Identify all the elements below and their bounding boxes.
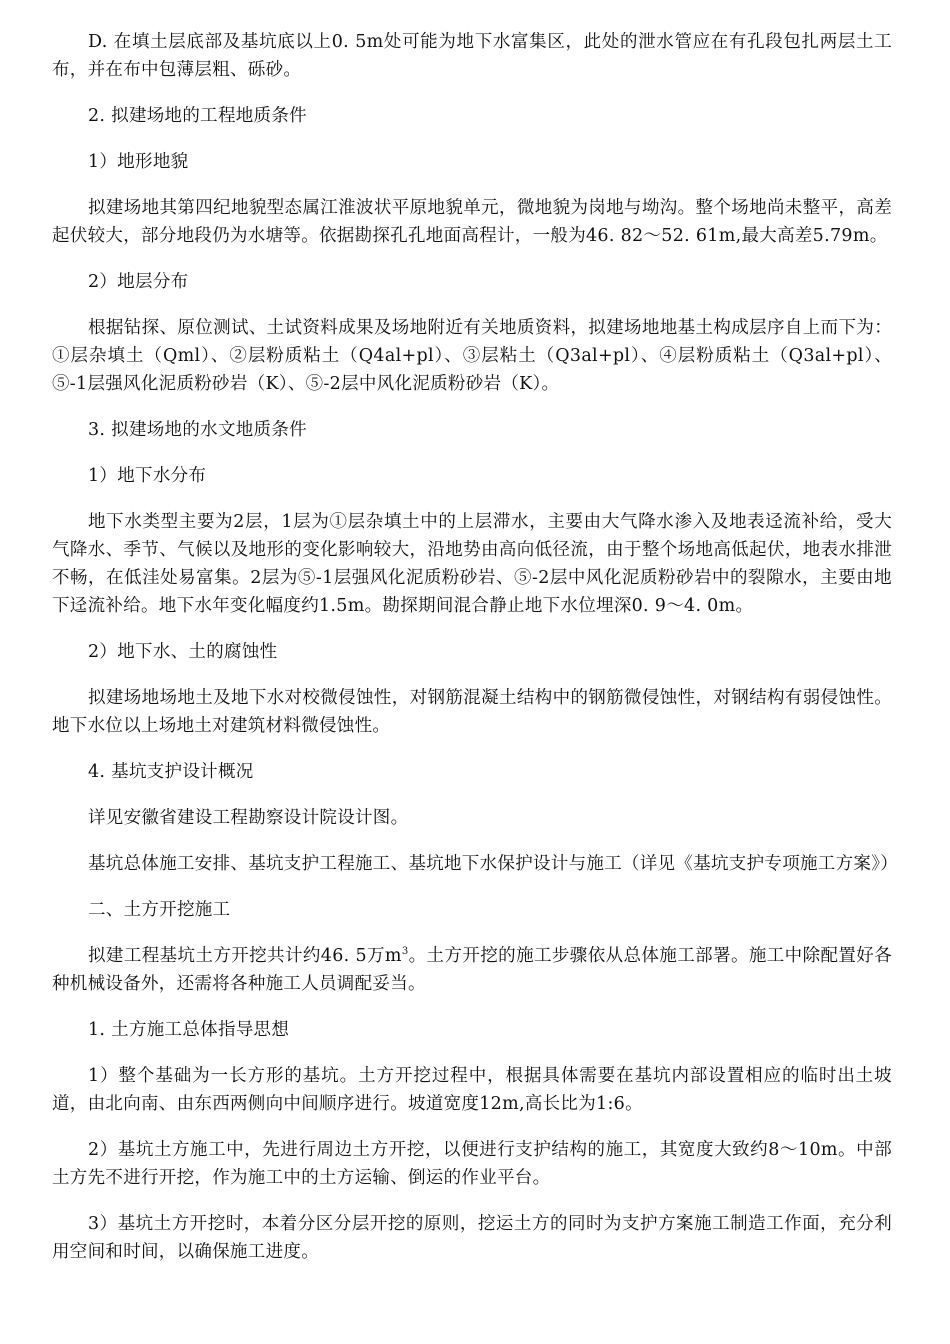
- heading-hydrogeology: 3. 拟建场地的水文地质条件: [88, 420, 307, 440]
- heading-guiding-ideas: 1. 土方施工总体指导思想: [88, 1020, 290, 1040]
- subheading-landform: 1）地形地貌: [88, 152, 189, 172]
- subheading-strata: 2）地层分布: [88, 272, 189, 292]
- heading-earthwork: 二、土方开挖施工: [88, 900, 231, 920]
- heading-engineering-geology: 2. 拟建场地的工程地质条件: [88, 106, 307, 126]
- paragraph-guide-2: 2）基坑土方施工中，先进行周边土方开挖，以便进行支护结构的施工，其宽度大致约8～10m。中部土方先不进行开挖，作为施工中的土方运输、倒运的作业平台。: [52, 1140, 892, 1188]
- paragraph-groundwater: 地下水类型主要为2层，1层为①层杂填土中的上层滞水，主要由大气降水渗入及地表迳流补给，受大气降水、季节、气候以及地形的变化影响较大，沿地势由高向低径流，由于整个场地高低起伏，地表水排泄不畅，在低洼处易富集。2层为⑤-1层强风化泥质粉砂岩、⑤-2层中风化泥质粉砂岩中的裂隙水，主要由地下迳流补给。地下水年变化幅度约1.5m。勘探期间混合静止地下水位埋深0. 9～4. 0m。: [52, 512, 892, 616]
- paragraph-filter-note: D. 在填土层底部及基坑底以上0. 5m处可能为地下水富集区，此处的泄水管应在有孔段包扎两层土工布，并在布中包薄层粗、砾砂。: [52, 32, 892, 80]
- paragraph-guide-1: 1）整个基础为一长方形的基坑。土方开挖过程中，根据具体需要在基坑内部设置相应的临时出土坡道，由北向南、由东西两侧向中间顺序进行。坡道宽度12m,高长比为1:6。: [52, 1066, 892, 1114]
- paragraph-landform: 拟建场地其第四纪地貌型态属江淮波状平原地貌单元，微地貌为岗地与坳沟。整个场地尚未整平，高差起伏较大，部分地段仍为水塘等。依据勘探孔孔地面高程计，一般为46. 82～52. 61m,最大高差5.79m。: [52, 198, 892, 246]
- heading-support-design: 4. 基坑支护设计概况: [88, 762, 254, 782]
- paragraph-corrosion: 拟建场地场地土及地下水对校微侵蚀性，对钢筋混凝土结构中的钢筋微侵蚀性，对钢结构有弱侵蚀性。地下水位以上场地土对建筑材料微侵蚀性。: [52, 688, 892, 736]
- earthwork-volume-text-cont: 。土方开挖的施工步骤依从总体施工部署。施工中除配置好各种机械设备外，还需将各种施工人员调配妥当。: [52, 946, 892, 994]
- cubic-superscript: 3: [401, 946, 409, 958]
- paragraph-design-reference: 详见安徽省建设工程勘察设计院设计图。: [88, 808, 409, 828]
- paragraph-guide-3: 3）基坑土方开挖时，本着分区分层开挖的原则，挖运土方的同时为支护方案施工制造工作面，充分利用空间和时间，以确保施工进度。: [52, 1214, 892, 1262]
- subheading-groundwater: 1）地下水分布: [88, 466, 207, 486]
- paragraph-strata: 根据钻探、原位测试、土试资料成果及场地附近有关地质资料，拟建场地地基土构成层序自上而下为：①层杂填土（Qml）、②层粉质粘土（Q4al+pl）、③层粘土（Q3al+pl）、④层粉质粘土（Q3al+pl）、⑤-1层强风化泥质粉砂岩（K）、⑤-2层中风化泥质粉砂岩（K）。: [52, 318, 892, 394]
- paragraph-earthwork-volume: [52, 942, 892, 998]
- paragraph-construction-arrangement: 基坑总体施工安排、基坑支护工程施工、基坑地下水保护设计与施工（详见《基坑支护专项施工方案》）: [88, 854, 899, 874]
- earthwork-volume-text: 拟建工程基坑土方开挖共计约46. 5万m: [88, 946, 402, 966]
- subheading-corrosion: 2）地下水、土的腐蚀性: [88, 642, 278, 662]
